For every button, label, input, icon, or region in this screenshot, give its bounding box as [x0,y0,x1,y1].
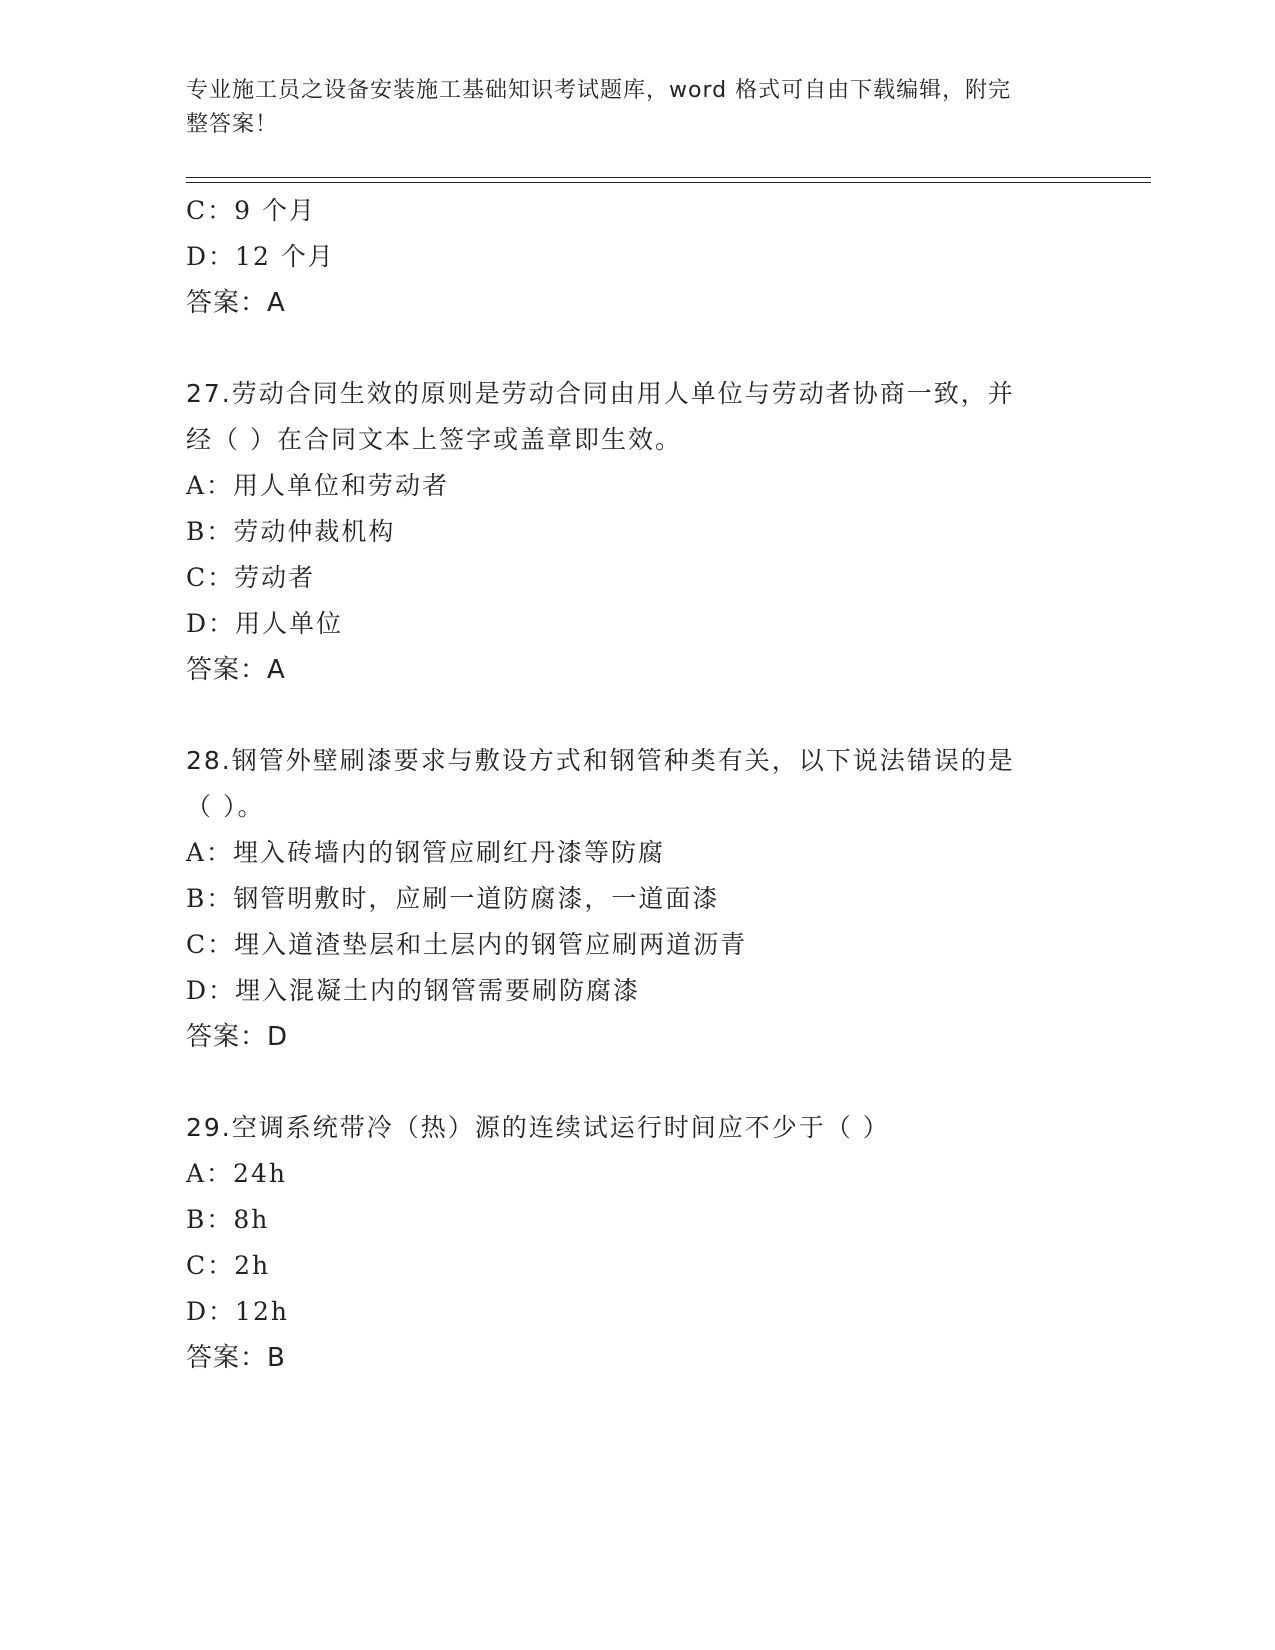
option-d: D：埋入混凝土内的钢管需要刷防腐漆 [186,976,641,1005]
option-b: B：钢管明敷时，应刷一道防腐漆，一道面漆 [186,884,720,913]
option-d: D：12h [186,1297,289,1326]
spacer [186,693,1086,738]
question-block-29 [186,1105,1086,1381]
option-c: C：埋入道渣垫层和土层内的钢管应刷两道沥青 [186,930,748,959]
option-c: C：9 个月 [186,196,316,225]
header-line-2: 整答案！ [186,112,279,137]
document-header [186,74,1066,142]
question-stem-line-2: （ ）。 [186,792,265,821]
answer-line: 答案：D [186,1022,289,1052]
question-stem-line-1: 28.钢管外壁刷漆要求与敷设方式和钢管种类有关，以下说法错误的是 [186,746,1015,775]
question-block-28 [186,738,1086,1060]
question-block-prev [186,188,1086,326]
option-a: A：用人单位和劳动者 [186,471,450,500]
spacer [186,1060,1086,1105]
header-rule-bottom [186,182,1151,183]
header-line-1: 专业施工员之设备安装施工基础知识考试题库，word 格式可自由下载编辑，附完 [186,78,1012,103]
option-a: A：埋入砖墙内的钢管应刷红丹漆等防腐 [186,838,666,867]
option-c: C：劳动者 [186,563,316,592]
question-stem-line-1: 29.空调系统带冷（热）源的连续试运行时间应不少于（ ） [186,1113,890,1142]
question-block-27 [186,371,1086,693]
option-b: B：劳动仲裁机构 [186,517,396,546]
header-rule-top [186,177,1151,178]
answer-line: 答案：A [186,655,286,685]
option-d: D：用人单位 [186,609,344,638]
answer-line: 答案：B [186,1343,286,1373]
question-stem-line-2: 经（ ）在合同文本上签字或盖章即生效。 [186,425,682,454]
option-b: B：8h [186,1205,270,1234]
option-d: D：12 个月 [186,242,335,271]
answer-line: 答案：A [186,288,286,318]
question-list [186,188,1086,1381]
option-c: C：2h [186,1251,271,1280]
question-stem-line-1: 27.劳动合同生效的原则是劳动合同由用人单位与劳动者协商一致，并 [186,379,1015,408]
spacer [186,326,1086,371]
option-a: A：24h [186,1159,287,1188]
